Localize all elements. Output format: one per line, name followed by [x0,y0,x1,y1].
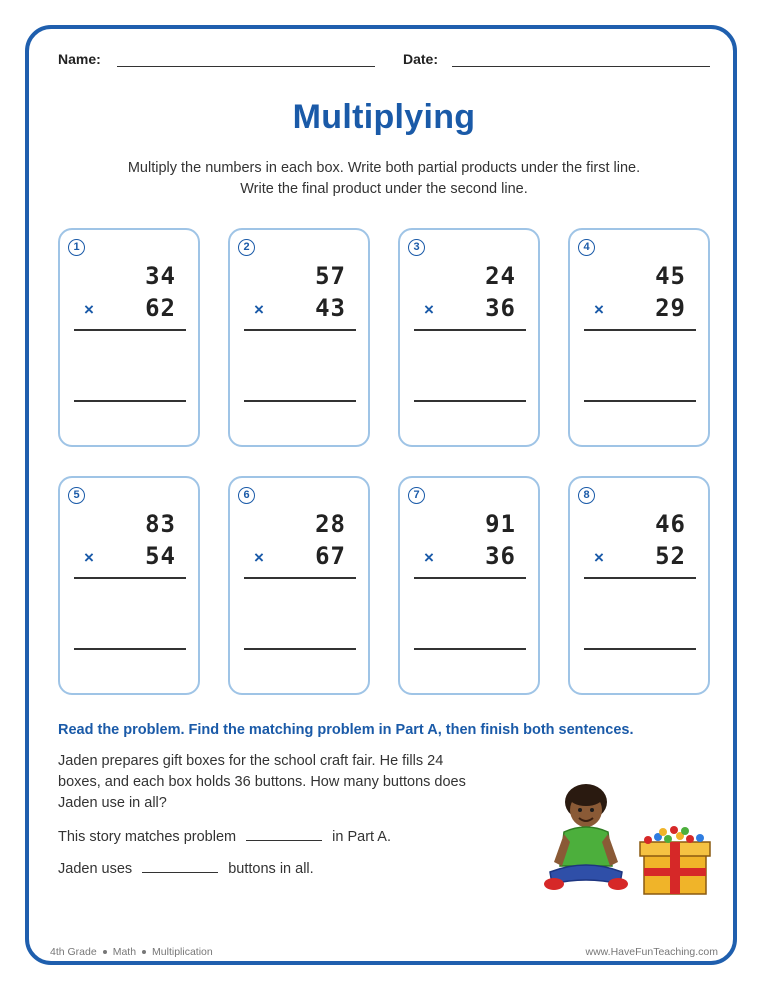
sentence-2-start: Jaden uses [58,861,133,877]
partial-products-line[interactable] [584,329,696,331]
story-line-2: boxes, and each box holds 36 buttons. How many buttons does [58,774,466,790]
instructions-line-1: Multiply the numbers in each box. Write both partial products under the first line. [127,160,641,176]
page-title: Multiplying [292,98,476,136]
multiplicand: 28 [315,510,346,538]
problem-number-badge: 5 [68,487,85,504]
date-label: Date: [403,51,439,67]
instructions [84,158,684,200]
partial-products-line[interactable] [584,577,696,579]
problem-number-blank[interactable] [246,828,322,841]
multiplier: 62 [145,294,176,322]
part-b-heading: Read the problem. Find the matching problem in Part A, then finish both sentences. [58,722,634,738]
problem-number-badge: 2 [238,239,255,256]
problem-card-6 [228,476,370,695]
final-product-line[interactable] [74,400,186,402]
problem-number-badge: 7 [408,487,425,504]
sentence-2 [58,860,314,877]
problem-card-1 [58,228,200,447]
multiplicand: 57 [315,262,346,290]
multiplier: 67 [315,542,346,570]
multiplicand: 91 [485,510,516,538]
multiplier: 52 [655,542,686,570]
sentence-2-end: buttons in all. [228,861,314,877]
problem-card-8 [568,476,710,695]
problem-number-badge: 8 [578,487,595,504]
final-product-line[interactable] [244,400,356,402]
final-product-line[interactable] [584,648,696,650]
problem-card-5 [58,476,200,695]
partial-products-line[interactable] [74,577,186,579]
multiplicand: 24 [485,262,516,290]
sentence-1-end: in Part A. [332,829,391,845]
problem-number-badge: 3 [408,239,425,256]
final-product-line[interactable] [74,648,186,650]
partial-products-line[interactable] [74,329,186,331]
multiplicand: 34 [145,262,176,290]
problem-card-4 [568,228,710,447]
times-icon: × [254,548,264,567]
times-icon: × [254,300,264,319]
problem-card-3 [398,228,540,447]
problem-number-badge: 6 [238,487,255,504]
partial-products-line[interactable] [414,577,526,579]
times-icon: × [424,300,434,319]
footer-website: www.HaveFunTeaching.com [585,946,718,958]
bullet-icon [142,950,146,954]
multiplier: 36 [485,294,516,322]
name-line[interactable] [117,66,375,67]
problem-number-badge: 1 [68,239,85,256]
date-line[interactable] [452,66,710,67]
footer-grade: 4th Grade [50,946,97,958]
multiplicand: 83 [145,510,176,538]
bullet-icon [103,950,107,954]
story-line-3: Jaden use in all? [58,795,167,811]
name-label: Name: [58,51,101,67]
problem-card-7 [398,476,540,695]
sentence-1 [58,828,391,845]
final-product-line[interactable] [244,648,356,650]
problem-card-2 [228,228,370,447]
final-product-line[interactable] [414,648,526,650]
times-icon: × [594,548,604,567]
multiplicand: 46 [655,510,686,538]
partial-products-line[interactable] [244,329,356,331]
answer-blank[interactable] [142,860,218,873]
multiplier: 43 [315,294,346,322]
times-icon: × [84,300,94,319]
gift-box-icon [640,826,710,894]
multiplier: 54 [145,542,176,570]
times-icon: × [84,548,94,567]
boy-sitting-icon [544,784,628,890]
partial-products-line[interactable] [414,329,526,331]
times-icon: × [424,548,434,567]
multiplier: 36 [485,542,516,570]
footer-subject: Math [112,946,137,958]
illustration [540,780,720,900]
multiplier: 29 [655,294,686,322]
sentence-1-start: This story matches problem [58,829,237,845]
final-product-line[interactable] [584,400,696,402]
multiplicand: 45 [655,262,686,290]
footer-topic: Multiplication [152,946,213,958]
problem-number-badge: 4 [578,239,595,256]
times-icon: × [594,300,604,319]
story-line-1: Jaden prepares gift boxes for the school craft fair. He fills 24 [58,753,444,769]
final-product-line[interactable] [414,400,526,402]
word-problem [58,751,518,814]
partial-products-line[interactable] [244,577,356,579]
instructions-line-2: Write the final product under the second line. [240,181,528,197]
footer-breadcrumb [50,946,213,958]
